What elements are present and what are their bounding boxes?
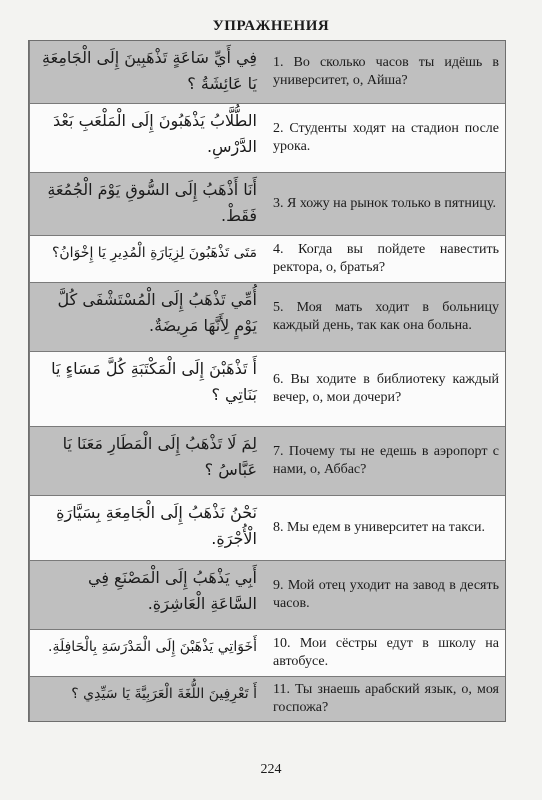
arabic-sentence: فِي أَيِّ سَاعَةٍ تَذْهَبِينَ إِلَى الْجَامِعَةِ يَا عَائِشَةُ ؟ <box>29 41 265 103</box>
russian-translation <box>265 352 505 426</box>
page-number: 224 <box>260 762 282 777</box>
arabic-sentence: أَنَا أَذْهَبُ إِلَى السُّوقِ يَوْمَ الْجُمُعَةِ فَقَطْ. <box>29 173 265 235</box>
table-row <box>29 282 505 351</box>
russian-translation <box>265 41 505 103</box>
table-row <box>29 103 505 172</box>
table-row <box>29 495 505 560</box>
arabic-sentence: الطُّلَّابُ يَذْهَبُونَ إِلَى الْمَلْعَبِ بَعْدَ الدَّرْسِ. <box>29 104 265 172</box>
russian-text: 8. Мы едем в университет на такси. <box>273 520 485 535</box>
exercise-table <box>28 40 506 722</box>
table-row <box>29 172 505 235</box>
russian-translation <box>265 427 505 495</box>
arabic-sentence: أَبِي يَذْهَبُ إِلَى الْمَصْنَعِ فِي السَّاعَةِ الْعَاشِرَةِ. <box>29 561 265 629</box>
russian-translation <box>265 173 505 235</box>
arabic-sentence: أُمِّي تَذْهَبُ إِلَى الْمُسْتَشْفَى كُلَّ يَوْمٍ لِأَنَّهَا مَرِيضَةٌ. <box>29 283 265 351</box>
russian-translation <box>265 630 505 676</box>
russian-text: 9. Мой отец уходит на завод в десять часов. <box>273 578 499 611</box>
russian-text: 5. Моя мать ходит в больницу каждый день, так как она больна. <box>273 300 499 333</box>
arabic-sentence: مَتَى تَذْهَبُونَ لِزِيَارَةِ الْمُدِيرِ يَا إِخْوَانُ؟ <box>29 236 265 282</box>
table-row <box>29 41 505 103</box>
russian-text: 3. Я хожу на рынок только в пятницу. <box>273 196 496 211</box>
table-row <box>29 426 505 495</box>
russian-text: 1. Во сколько часов ты идёшь в университет, о, Айша? <box>273 55 499 88</box>
arabic-sentence: أَ تَعْرِفِينَ اللُّغَةَ الْعَرَبِيَّةَ يَا سَيِّدِي ؟ <box>29 677 265 721</box>
arabic-sentence: لِمَ لَا تَذْهَبُ إِلَى الْمَطَارِ مَعَنَا يَا عَبَّاسُ ؟ <box>29 427 265 495</box>
russian-translation <box>265 561 505 629</box>
russian-translation <box>265 104 505 172</box>
page-title: УПРАЖНЕНИЯ <box>212 18 330 34</box>
russian-translation <box>265 496 505 560</box>
table-row <box>29 235 505 282</box>
russian-text: 10. Мои сёстры едут в школу на автобусе. <box>273 636 499 669</box>
russian-text: 4. Когда вы пойдете навестить ректора, о, братья? <box>273 242 499 275</box>
arabic-sentence: نَحْنُ نَذْهَبُ إِلَى الْجَامِعَةِ بِسَيَّارَةِ الْأُجْرَةِ. <box>29 496 265 560</box>
russian-text: 6. Вы ходите в библиотеку каждый вечер, о, мои дочери? <box>273 372 499 405</box>
table-row <box>29 560 505 629</box>
arabic-sentence: أَخَوَاتِي يَذْهَبْنَ إِلَى الْمَدْرَسَةِ بِالْحَافِلَةِ. <box>29 630 265 676</box>
arabic-sentence: أَ تَذْهَبْنَ إِلَى الْمَكْتَبَةِ كُلَّ مَسَاءٍ يَا بَنَاتِي ؟ <box>29 352 265 426</box>
table-row <box>29 629 505 676</box>
russian-text: 11. Ты знаешь арабский язык, о, моя госпожа? <box>273 682 499 715</box>
russian-text: 2. Студенты ходят на стадион после урока. <box>273 121 499 154</box>
russian-text: 7. Почему ты не едешь в аэропорт с нами, о, Аббас? <box>273 444 499 477</box>
russian-translation <box>265 283 505 351</box>
table-row <box>29 351 505 426</box>
russian-translation <box>265 677 505 721</box>
russian-translation <box>265 236 505 282</box>
table-row <box>29 676 505 721</box>
